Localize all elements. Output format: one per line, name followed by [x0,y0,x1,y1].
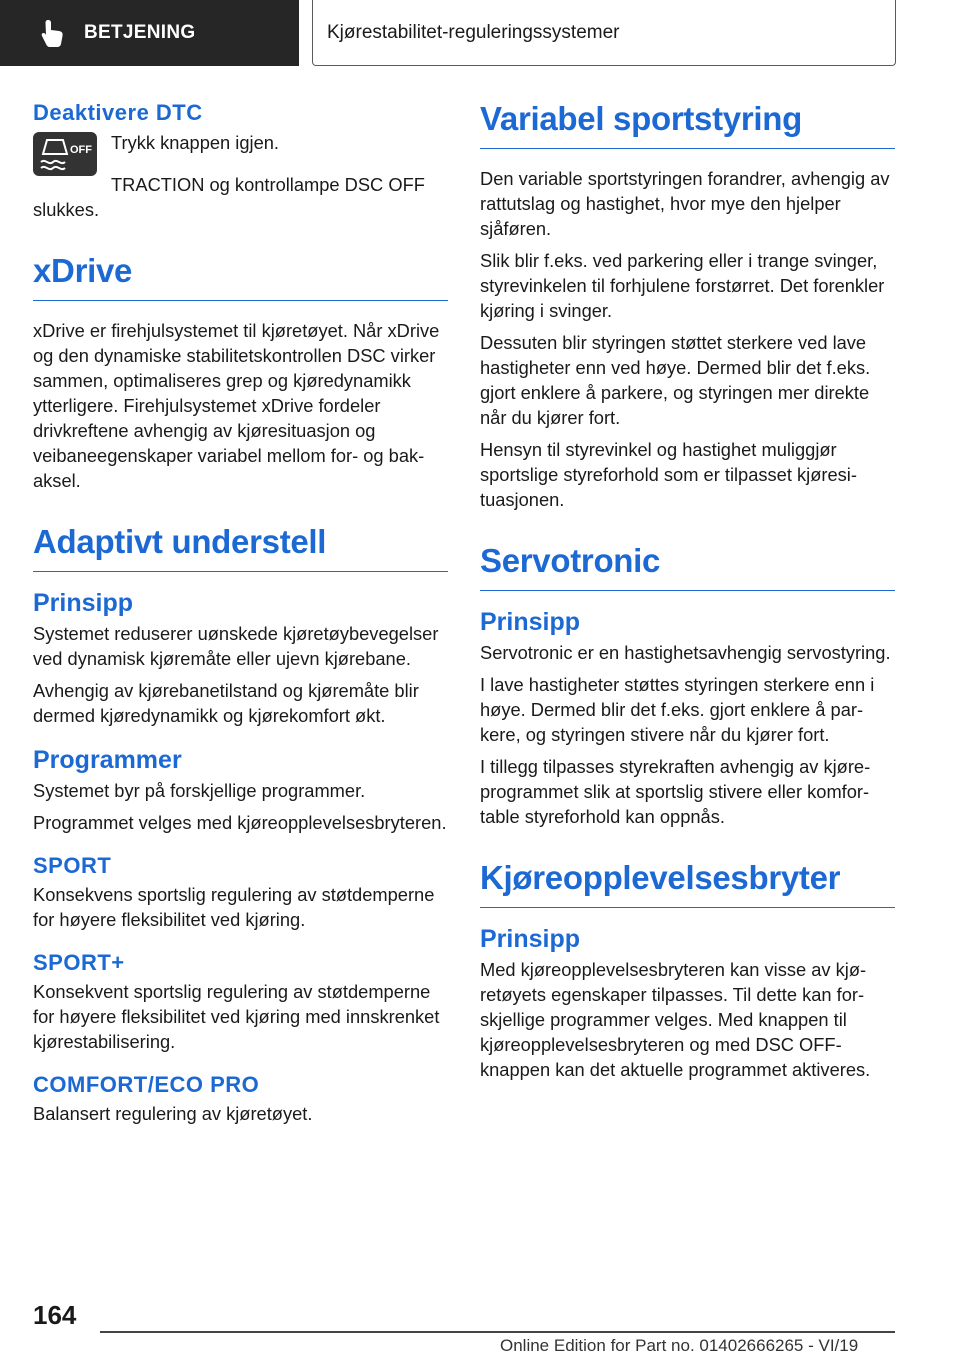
switch-paragraph-1: Med kjøreopplevelsesbryteren kan visse av kjøretøyets egenskaper tilpasses. Til dette kan forskjellige programmer velges. Med knappen til kjøreopplevelsesbryteren og med DSC OFF-knappen kan det aktuelle programmet aktiveres. [480,959,871,1080]
section-tab [0,0,299,66]
programs-paragraph-2: Programmet velges med kjøreopplevelsesbryteren. [33,812,447,833]
chapter-label: Kjørestabilitet-reguleringssystemer [327,21,620,43]
variable-paragraph-2: Slik blir f.eks. ved parkering eller i trange svinger, styrevinkelen til forhjulene forstørret. Det forenkler kjøring i svinger. [480,250,885,321]
dtc-paragraph-2: TRACTION og kontrollampe DSC OFF slukkes. [33,174,425,220]
chapter-tab [312,0,896,66]
hand-pointer-icon [36,16,70,50]
comfort-paragraph: Balansert regulering av kjøretøyet. [33,1103,313,1124]
variable-paragraph-3: Dessuten blir styringen støttet sterkere ved lave hastigheter enn ved høye. Dermed blir det f.eks. gjort enklere å parkere, og styringen mer direkte når du kjører fort. [480,332,871,428]
dtc-heading: Deaktivere DTC [33,100,203,125]
dtc-instruction [33,130,448,176]
servo-paragraph-1: Servotronic er en hastighetsavhengig servostyring. [480,642,891,663]
comfort-heading: COMFORT/ECO PRO [33,1072,260,1097]
sport-paragraph: Konsekvens sportslig regulering av støtdemperne for høyere fleksibilitet ved kjøring. [33,884,435,930]
sportplus-heading: SPORT+ [33,950,125,975]
variable-steering-title: Variabel sportstyring [480,100,895,149]
variable-paragraph-4: Hensyn til styrevinkel og hastighet muliggjør sportslige styreforhold som er tilpasset kjøresituasjonen. [480,439,857,510]
variable-paragraph-1: Den variable sportstyringen forandrer, avhengig av rattutslag og hastighet, hvor mye den hjelper sjåføren. [480,168,890,239]
left-column [33,100,448,1133]
footer-divider [100,1331,895,1333]
principle-heading: Prinsipp [33,589,134,617]
adaptive-title: Adaptivt understell [33,523,448,572]
page-number: 164 [33,1300,77,1330]
servo-paragraph-2: I lave hastigheter støttes styringen sterkere enn i høye. Dermed blir det f.eks. gjort enklere å parkere, og styringen stivere når du kjører fort. [480,674,875,745]
switch-title: Kjøreopplevelsesbryter [480,859,895,908]
principle-paragraph-2: Avhengig av kjørebanetilstand og kjøremåte blir dermed kjøredynamikk og kjørekomfort økt. [33,680,419,726]
page-header [0,0,960,66]
sportplus-paragraph: Konsekvent sportslig regulering av støtdemperne for høyere fleksibilitet ved kjøring med innskrenket kjørestabilisering. [33,981,440,1052]
edition-text: Online Edition for Part no. 01402666265 - VI/19 [500,1336,859,1355]
programs-heading: Programmer [33,746,182,774]
servo-paragraph-3: I tillegg tilpasses styrekraften avhengig av kjøreprogrammet slik at sportslig stivere eller komfortable styreforhold kan oppnås. [480,756,871,827]
xdrive-paragraph: xDrive er firehjulsystemet til kjøretøyet. Når xDrive og den dynamiske stabilitetskontrollen DSC virker sammen, optimaliseres grep og kjøredynamikk ytterligere. Firehjulsystemet xDrive fordeler drivkreftene avhengig av kjøresituasjon og veibaneegenskaper variabel mellom for- og bakaksel. [33,320,440,491]
programs-paragraph-1: Systemet byr på forskjellige programmer. [33,780,366,801]
switch-principle-heading: Prinsipp [480,925,581,953]
right-column [480,100,895,1089]
section-label: BETJENING [84,22,196,43]
dsc-off-button-icon [33,132,97,176]
sport-heading: SPORT [33,853,112,878]
off-label: OFF [70,144,92,156]
xdrive-title: xDrive [33,252,448,301]
dtc-paragraph-1: Trykk knappen igjen. [111,132,280,153]
principle-paragraph-1: Systemet reduserer uønskede kjøretøybevegelser ved dynamisk kjøremåte eller ujevn kjørebane. [33,623,439,669]
servotronic-title: Servotronic [480,542,895,591]
servo-principle-heading: Prinsipp [480,608,581,636]
